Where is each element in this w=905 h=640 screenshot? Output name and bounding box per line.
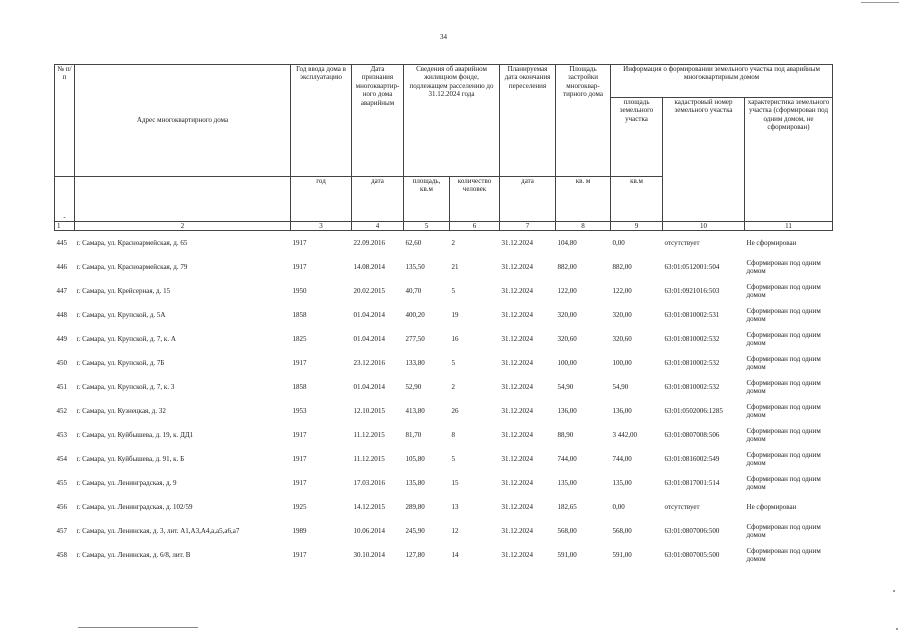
row-recognition-date: 14.12.2015: [353, 503, 385, 512]
row-land-area: 0,00: [612, 239, 625, 248]
header-recognition-date: Дата признания многоквартир-ного дома аварийным: [352, 65, 404, 177]
row-number: 455: [56, 479, 67, 488]
row-built-area: 122,00: [557, 287, 577, 296]
row-status: Сформирован под одним домом: [746, 403, 821, 420]
row-people: 15: [451, 479, 459, 488]
colnum-7: 7: [500, 222, 556, 231]
table-row: [55, 519, 833, 543]
row-planned-end: 31.12.2024: [501, 407, 534, 416]
table-row: [55, 351, 833, 375]
table-row: [55, 327, 833, 351]
row-land-area: 320,60: [612, 335, 632, 344]
row-number: 454: [56, 455, 67, 464]
row-cadastral: 63:01:0502006:1285: [664, 407, 723, 416]
row-number: 452: [56, 407, 67, 416]
header-unit-year: год: [291, 177, 352, 222]
row-built-area: 320,60: [557, 335, 577, 344]
row-cadastral: 63:01:0810002:532: [664, 335, 720, 344]
row-land-area: 122,00: [612, 287, 632, 296]
header-unit-date2: дата: [500, 177, 556, 222]
header-unit-blank: [75, 177, 291, 222]
row-status: Сформирован под одним домом: [746, 307, 821, 324]
colnum-1: 1: [55, 222, 75, 231]
header-land-area: площадь земельного участка: [611, 98, 663, 177]
row-land-area: 0,00: [612, 503, 625, 512]
row-recognition-date: 12.10.2015: [353, 407, 385, 416]
row-built-area: 104,80: [557, 239, 577, 248]
colnum-9: 9: [611, 222, 663, 231]
row-cadastral: 63:01:0810002:532: [664, 359, 720, 368]
row-status: Не сформирован: [746, 503, 797, 512]
row-people: 19: [451, 311, 459, 320]
row-recognition-date: 01.04.2014: [353, 383, 385, 392]
row-address: г. Самара, ул. Крупской, д. 7, к. 3: [76, 383, 175, 392]
row-year-built: 1825: [292, 335, 307, 344]
row-number: 450: [56, 359, 67, 368]
row-land-area: 744,00: [612, 455, 632, 464]
row-built-area: 136,00: [557, 407, 577, 416]
row-planned-end: 31.12.2024: [501, 503, 534, 512]
table-row: [55, 255, 833, 279]
row-area: 400,20: [405, 311, 425, 320]
row-year-built: 1917: [292, 551, 307, 560]
row-land-area: 320,00: [612, 311, 632, 320]
row-planned-end: 31.12.2024: [501, 479, 534, 488]
row-year-built: 1989: [292, 527, 307, 536]
row-number: 453: [56, 431, 67, 440]
scan-corner-mark: [861, 2, 899, 3]
row-cadastral: 63:01:0816002:549: [664, 455, 720, 464]
table-row: [55, 231, 833, 256]
row-recognition-date: 10.06.2014: [353, 527, 385, 536]
header-unit-sqm2: кв.м: [611, 177, 663, 222]
row-area: 40,70: [405, 287, 422, 296]
row-year-built: 1917: [292, 359, 307, 368]
row-area: 135,80: [405, 479, 425, 488]
row-cadastral: 63:01:0810002:532: [664, 383, 720, 392]
colnum-4: 4: [352, 222, 404, 231]
row-area: 245,90: [405, 527, 425, 536]
row-people: 2: [451, 383, 455, 392]
table-row: [55, 423, 833, 447]
row-address: г. Самара, ул. Ленинградская, д. 102/59: [76, 503, 193, 512]
row-status: Сформирован под одним домом: [746, 331, 821, 348]
row-status: Сформирован под одним домом: [746, 547, 821, 564]
row-planned-end: 31.12.2024: [501, 287, 534, 296]
header-unit-sqm: кв. м: [556, 177, 611, 222]
row-status: Сформирован под одним домом: [746, 427, 821, 444]
row-area: 135,50: [405, 263, 425, 272]
row-people: 13: [451, 503, 459, 512]
row-address: г. Самара, ул. Крупской, д. 5А: [76, 311, 166, 320]
row-planned-end: 31.12.2024: [501, 335, 534, 344]
row-land-area: 882,00: [612, 263, 632, 272]
emergency-housing-table: [54, 64, 833, 567]
row-people: 21: [451, 263, 459, 272]
table-row: [55, 447, 833, 471]
row-address: г. Самара, ул. Крейсерная, д. 15: [76, 287, 171, 296]
row-land-area: 136,00: [612, 407, 632, 416]
row-built-area: 568,00: [557, 527, 577, 536]
row-people: 26: [451, 407, 459, 416]
row-recognition-date: 01.04.2014: [353, 335, 385, 344]
scan-speck: [896, 628, 898, 630]
row-cadastral: 63:01:0817001:514: [664, 479, 720, 488]
table-row: [55, 399, 833, 423]
row-planned-end: 31.12.2024: [501, 551, 534, 560]
row-area: 81,70: [405, 431, 422, 440]
row-status: Сформирован под одним домом: [746, 523, 821, 540]
row-status: Сформирован под одним домом: [746, 283, 821, 300]
row-number: 445: [56, 239, 67, 248]
row-recognition-date: 22.09.2016: [353, 239, 385, 248]
row-area: 62,60: [405, 239, 422, 248]
row-built-area: 882,00: [557, 263, 577, 272]
row-year-built: 1925: [292, 503, 307, 512]
row-cadastral: отсутствует: [664, 503, 700, 512]
colnum-3: 3: [291, 222, 352, 231]
colnum-2: 2: [75, 222, 291, 231]
row-number: 458: [56, 551, 67, 560]
table-row: [55, 543, 833, 567]
row-cadastral: 63:01:0512001:504: [664, 263, 720, 272]
row-built-area: 54,90: [557, 383, 574, 392]
row-built-area: 182,65: [557, 503, 577, 512]
row-year-built: 1917: [292, 455, 307, 464]
row-cadastral: отсутствует: [664, 239, 700, 248]
row-year-built: 1917: [292, 263, 307, 272]
row-people: 16: [451, 335, 459, 344]
header-land-info: Информация о формировании земельного участка под аварийным многоквартирным домом: [611, 65, 833, 98]
row-land-area: 568,00: [612, 527, 632, 536]
colnum-5: 5: [404, 222, 450, 231]
row-planned-end: 31.12.2024: [501, 311, 534, 320]
row-planned-end: 31.12.2024: [501, 239, 534, 248]
page-number: 34: [440, 33, 447, 41]
row-planned-end: 31.12.2024: [501, 455, 534, 464]
header-year-built: Год ввода дома в эксплуатацию: [291, 65, 352, 177]
row-recognition-date: 11.12.2015: [353, 455, 385, 464]
row-land-area: 3 442,00: [612, 431, 638, 440]
row-address: г. Самара, ул. Куйбышева, д. 19, к. ДД1: [76, 431, 194, 440]
row-built-area: 135,00: [557, 479, 577, 488]
row-year-built: 1858: [292, 383, 307, 392]
row-people: 8: [451, 431, 455, 440]
row-address: г. Самара, ул. Красноармейская, д. 65: [76, 239, 188, 248]
colnum-6: 6: [450, 222, 500, 231]
row-number: 456: [56, 503, 67, 512]
row-area: 127,80: [405, 551, 425, 560]
header-planned-end: Планируемая дата окончания переселения: [500, 65, 556, 177]
row-recognition-date: 11.12.2015: [353, 431, 385, 440]
row-cadastral: 63:01:0807005:500: [664, 551, 720, 560]
row-recognition-date: 23.12.2016: [353, 359, 385, 368]
header-dash: -: [63, 212, 66, 221]
table-row: [55, 375, 833, 399]
row-address: г. Самара, ул. Крупской, д. 7, к. А: [76, 335, 176, 344]
row-number: 447: [56, 287, 67, 296]
row-people: 14: [451, 551, 459, 560]
row-recognition-date: 14.08.2014: [353, 263, 385, 272]
row-number: 446: [56, 263, 67, 272]
header-unit-area: площадь, кв.м: [404, 177, 450, 222]
row-recognition-date: 20.02.2015: [353, 287, 385, 296]
row-cadastral: 63:01:0807006:500: [664, 527, 720, 536]
row-land-area: 591,00: [612, 551, 632, 560]
row-number: 451: [56, 383, 67, 392]
colnum-11: 11: [745, 222, 833, 231]
row-address: г. Самара, ул. Крупской, д. 7Б: [76, 359, 165, 368]
row-planned-end: 31.12.2024: [501, 431, 534, 440]
row-cadastral: 63:01:0807008:506: [664, 431, 720, 440]
row-built-area: 591,00: [557, 551, 577, 560]
row-area: 105,80: [405, 455, 425, 464]
table-row: [55, 303, 833, 327]
row-number: 457: [56, 527, 67, 536]
scan-speck: [893, 590, 895, 592]
row-year-built: 1917: [292, 239, 307, 248]
row-planned-end: 31.12.2024: [501, 263, 534, 272]
row-status: Сформирован под одним домом: [746, 451, 821, 468]
row-status: Не сформирован: [746, 239, 797, 248]
row-number: 448: [56, 311, 67, 320]
row-year-built: 1953: [292, 407, 307, 416]
header-built-area: Площадь застройки многоквар-тирного дома: [556, 65, 611, 177]
header-cadastral: кадастровый номер земельного участка: [663, 98, 745, 222]
table-row: [55, 279, 833, 303]
row-people: 2: [451, 239, 455, 248]
row-status: Сформирован под одним домом: [746, 475, 821, 492]
row-built-area: 100,00: [557, 359, 577, 368]
header-characteristic: характеристика земельного участка (сформирован под одним домом, не сформирован): [745, 98, 833, 222]
table-row: [55, 471, 833, 495]
row-status: Сформирован под одним домом: [746, 259, 821, 276]
row-land-area: 54,90: [612, 383, 629, 392]
row-people: 5: [451, 287, 455, 296]
row-number: 449: [56, 335, 67, 344]
row-planned-end: 31.12.2024: [501, 527, 534, 536]
row-people: 5: [451, 359, 455, 368]
row-area: 413,80: [405, 407, 425, 416]
row-built-area: 744,00: [557, 455, 577, 464]
footer-rule: [78, 627, 198, 628]
row-people: 12: [451, 527, 459, 536]
row-status: Сформирован под одним домом: [746, 355, 821, 372]
row-address: г. Самара, ул. Ленинградская, д. 9: [76, 479, 177, 488]
header-unit-people: количество человек: [450, 177, 500, 222]
row-address: г. Самара, ул. Ленинская, д. 6/8, лит. В: [76, 551, 191, 560]
row-built-area: 320,00: [557, 311, 577, 320]
colnum-8: 8: [556, 222, 611, 231]
row-area: 133,80: [405, 359, 425, 368]
row-land-area: 100,00: [612, 359, 632, 368]
table-body: [55, 231, 833, 568]
header-unit-date: дата: [352, 177, 404, 222]
row-address: г. Самара, ул. Красноармейская, д. 79: [76, 263, 188, 272]
row-recognition-date: 01.04.2014: [353, 311, 385, 320]
row-built-area: 88,90: [557, 431, 574, 440]
header-unit-dash: [55, 177, 75, 222]
row-land-area: 135,00: [612, 479, 632, 488]
row-cadastral: 63:01:0921016:503: [664, 287, 720, 296]
row-address: г. Самара, ул. Ленинская, д. 3, лит. А1,А3,А4,а,а5,а6,а7: [76, 527, 240, 536]
header-address: Адрес многоквартирного дома: [75, 65, 291, 177]
row-recognition-date: 30.10.2014: [353, 551, 385, 560]
row-area: 277,50: [405, 335, 425, 344]
row-year-built: 1917: [292, 479, 307, 488]
row-area: 289,80: [405, 503, 425, 512]
row-address: г. Самара, ул. Кузнецкая, д. 32: [76, 407, 166, 416]
colnum-10: 10: [663, 222, 745, 231]
row-year-built: 1950: [292, 287, 307, 296]
row-year-built: 1858: [292, 311, 307, 320]
row-planned-end: 31.12.2024: [501, 383, 534, 392]
row-planned-end: 31.12.2024: [501, 359, 534, 368]
row-year-built: 1917: [292, 431, 307, 440]
row-area: 52,90: [405, 383, 422, 392]
row-address: г. Самара, ул. Куйбышева, д. 91, к. Б: [76, 455, 185, 464]
row-people: 5: [451, 455, 455, 464]
row-cadastral: 63:01:0810002:531: [664, 311, 720, 320]
header-num: № п/п: [55, 65, 75, 177]
header-fund-info: Сведения об аварийном жилищном фонде, подлежащем расселению до 31.12.2024 года: [404, 65, 500, 177]
row-recognition-date: 17.03.2016: [353, 479, 385, 488]
row-status: Сформирован под одним домом: [746, 379, 821, 396]
table-row: [55, 495, 833, 519]
